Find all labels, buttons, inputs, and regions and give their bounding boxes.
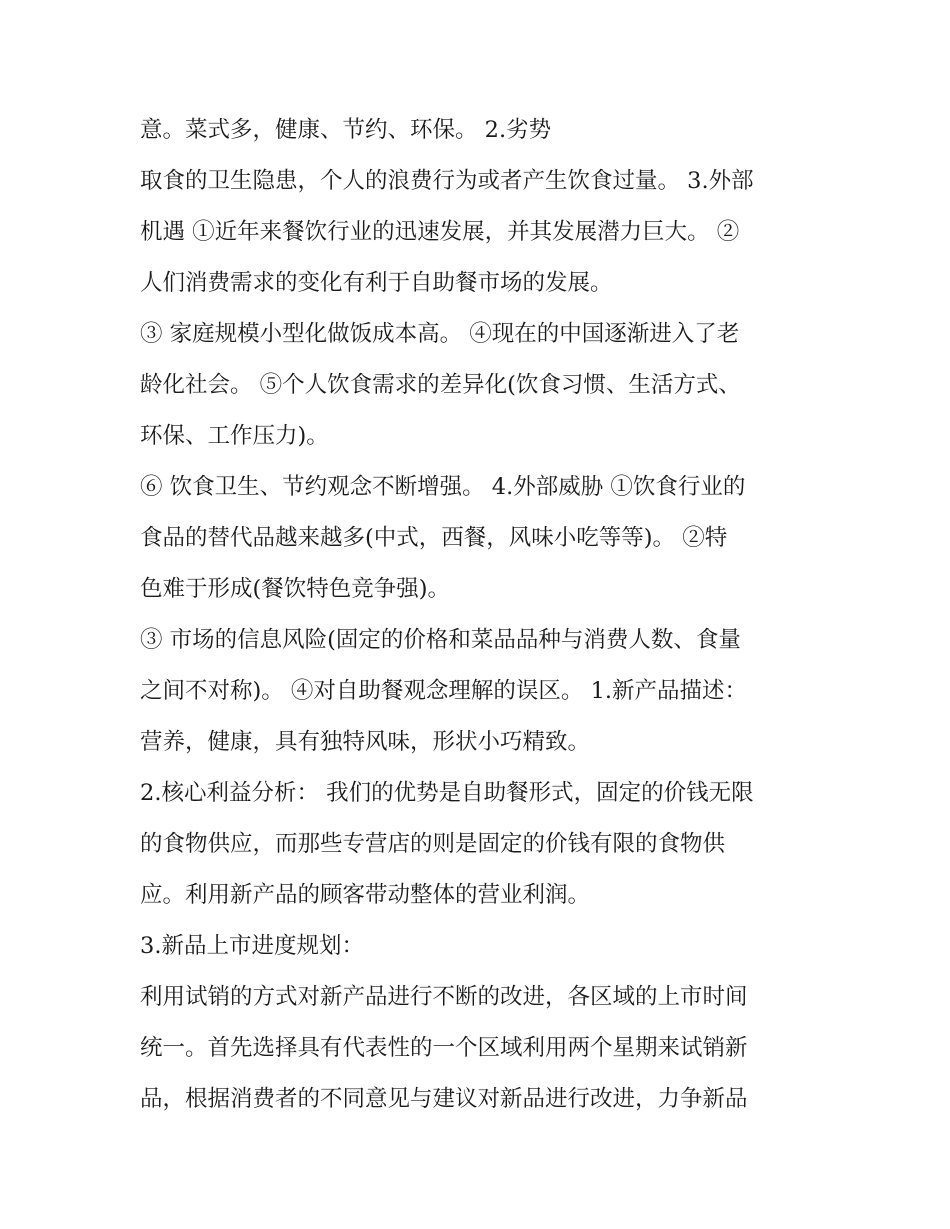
text-line: ⑥ 饮食卫生、节约观念不断增强。 4.外部威胁 ①饮食行业的 bbox=[140, 474, 746, 500]
text-line: 色难于形成(餐饮特色竞争强)。 bbox=[140, 576, 451, 602]
text-line: 品，根据消费者的不同意见与建议对新品进行改进，力争新品 bbox=[140, 1086, 748, 1112]
text-line: 统一。首先选择具有代表性的一个区域利用两个星期来试销新 bbox=[140, 1035, 748, 1061]
text-line: 营养，健康，具有独特风味，形状小巧精致。 bbox=[140, 729, 591, 755]
text-line: ③ 市场的信息风险(固定的价格和菜品品种与消费人数、食量 bbox=[140, 627, 741, 653]
text-line: 意。菜式多，健康、节约、环保。 2.劣势 bbox=[140, 117, 552, 143]
text-line: 环保、工作压力)。 bbox=[140, 423, 329, 449]
text-line: 3.新品上市进度规划： bbox=[140, 933, 364, 959]
text-line: 机遇 ①近年来餐饮行业的迅速发展，并其发展潜力巨大。 ② bbox=[140, 219, 740, 245]
text-line: 食品的替代品越来越多(中式，西餐，风味小吃等等)。 ②特 bbox=[140, 525, 728, 551]
text-line: 利用试销的方式对新产品进行不断的改进，各区域的上市时间 bbox=[140, 984, 748, 1010]
text-line: 人们消费需求的变化有利于自助餐市场的发展。 bbox=[140, 270, 613, 296]
text-line: 取食的卫生隐患，个人的浪费行为或者产生饮食过量。 3.外部 bbox=[140, 168, 754, 194]
document-body bbox=[140, 108, 830, 1128]
text-line: ③ 家庭规模小型化做饭成本高。 ④现在的中国逐渐进入了老 bbox=[140, 321, 740, 347]
text-line: 应。利用新产品的顾客带动整体的营业利润。 bbox=[140, 882, 591, 908]
text-line: 2.核心利益分析： 我们的优势是自助餐形式，固定的价钱无限 bbox=[140, 780, 754, 806]
text-line: 之间不对称)。 ④对自助餐观念理解的误区。 1.新产品描述： bbox=[140, 678, 748, 704]
text-line: 的食物供应，而那些专营店的则是固定的价钱有限的食物供 bbox=[140, 831, 726, 857]
text-line: 龄化社会。 ⑤个人饮食需求的差异化(饮食习惯、生活方式、 bbox=[140, 372, 741, 398]
